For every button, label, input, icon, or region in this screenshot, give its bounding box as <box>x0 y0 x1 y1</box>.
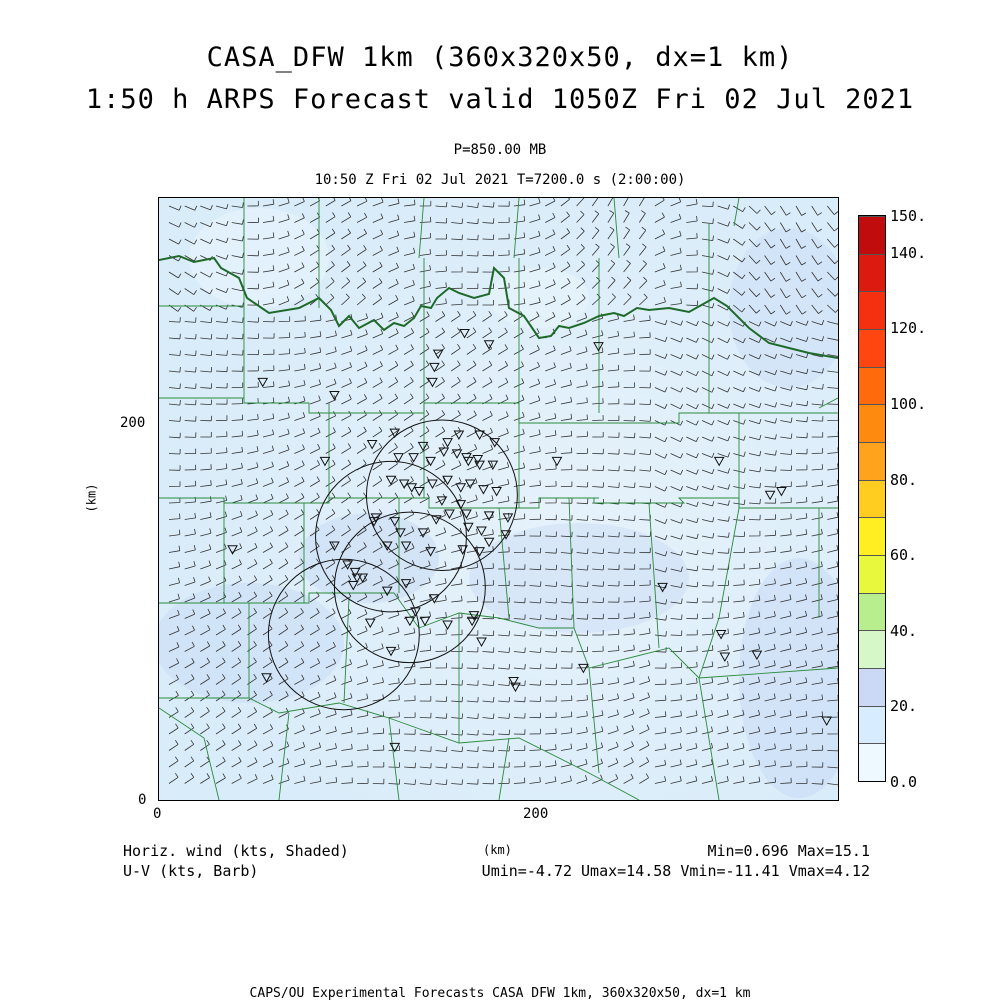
colorbar-swatch <box>859 480 885 518</box>
colorbar-swatch <box>859 291 885 329</box>
colorbar-label: 120. <box>890 319 927 338</box>
footer-uv-stats: Umin=-4.72 Umax=14.58 Vmin=-11.41 Vmax=4.12 <box>481 862 870 880</box>
y-axis-label: (km) <box>84 483 99 513</box>
footer-shaded-label: Horiz. wind (kts, Shaded) <box>123 842 349 860</box>
plot-title-line1: CASA_DFW 1km (360x320x50, dx=1 km) <box>206 42 794 73</box>
colorbar-swatch <box>859 367 885 405</box>
colorbar-swatch <box>859 706 885 744</box>
colorbar <box>858 215 886 782</box>
colorbar-swatch <box>859 555 885 593</box>
x-axis-label: (km) <box>483 843 512 857</box>
y-tick-200: 200 <box>120 415 146 431</box>
colorbar-swatch <box>859 404 885 442</box>
colorbar-label: 150. <box>890 207 927 225</box>
colorbar-swatch <box>859 442 885 480</box>
colorbar-swatch <box>859 216 885 254</box>
x-tick-200: 200 <box>523 806 549 822</box>
colorbar-label: 20. <box>890 697 918 716</box>
valid-time-label: 10:50 Z Fri 02 Jul 2021 T=7200.0 s (2:00:00) <box>314 172 686 188</box>
wind-map-panel <box>158 197 839 801</box>
footer-barb-label: U-V (kts, Barb) <box>123 862 259 880</box>
colorbar-label: 40. <box>890 621 918 640</box>
y-tick-0: 0 <box>138 792 147 808</box>
colorbar-label: 80. <box>890 470 918 489</box>
colorbar-swatch <box>859 593 885 631</box>
colorbar-label: 60. <box>890 546 918 565</box>
x-tick-0: 0 <box>153 806 162 822</box>
colorbar-swatch <box>859 254 885 292</box>
plot-title-line2: 1:50 h ARPS Forecast valid 1050Z Fri 02 Jul 2021 <box>85 84 915 115</box>
pressure-level-label: P=850.00 MB <box>453 142 547 158</box>
colorbar-swatch <box>859 668 885 706</box>
wind-barb-map <box>159 198 838 800</box>
colorbar-swatch <box>859 743 885 781</box>
credit-line: CAPS/OU Experimental Forecasts CASA DFW 1km, 360x320x50, dx=1 km <box>249 986 751 1001</box>
colorbar-label: 140. <box>890 243 927 262</box>
colorbar-label: 0.0 <box>890 773 918 791</box>
footer-min-max: Min=0.696 Max=15.1 <box>707 842 870 860</box>
colorbar-swatch <box>859 517 885 555</box>
colorbar-label: 100. <box>890 395 927 413</box>
colorbar-swatch <box>859 329 885 367</box>
colorbar-swatch <box>859 630 885 668</box>
